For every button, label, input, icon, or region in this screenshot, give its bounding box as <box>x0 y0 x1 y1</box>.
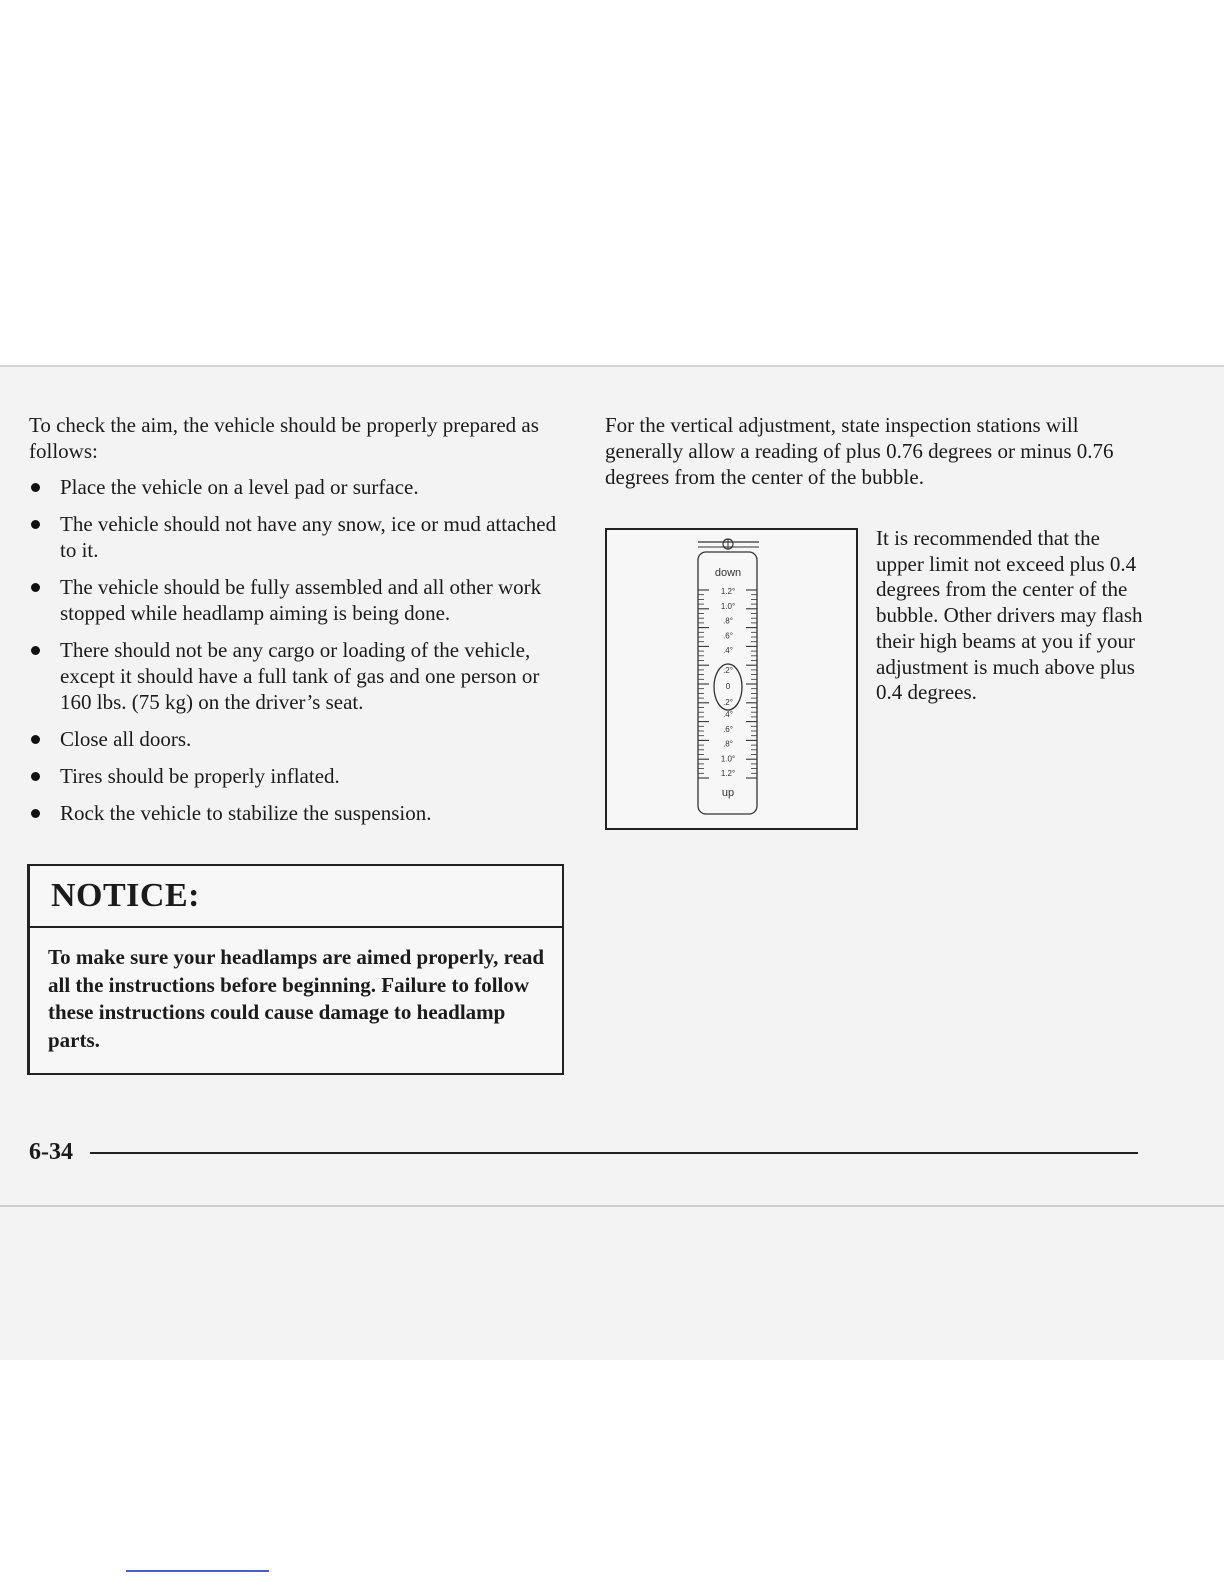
list-item <box>29 637 569 715</box>
list-item <box>29 763 569 789</box>
gauge-tick-label-lower: 1.2° <box>720 769 736 779</box>
gauge-center-label: .2° <box>723 698 733 707</box>
list-item <box>29 511 569 563</box>
gauge-center-label: 0 <box>725 682 731 691</box>
bullet-icon <box>31 483 40 492</box>
gauge-tick-label-lower: .8° <box>723 739 733 749</box>
list-item-text: Rock the vehicle to stabilize the suspension. <box>60 801 432 825</box>
level-gauge-figure <box>605 528 858 830</box>
gauge-down-label: down <box>714 567 742 579</box>
preparation-list <box>29 474 569 826</box>
list-item-text: The vehicle should be fully assembled and all other work stopped while headlamp aiming is being done. <box>60 575 542 625</box>
gauge-tick-label-upper: .8° <box>723 616 733 626</box>
list-item-text: Place the vehicle on a level pad or surface. <box>60 475 419 499</box>
bullet-icon <box>31 520 40 529</box>
list-item <box>29 574 569 626</box>
notice-title: NOTICE: <box>30 866 562 928</box>
bullet-icon <box>31 772 40 781</box>
gauge-tick-label-lower: .4° <box>723 710 733 719</box>
list-item <box>29 726 569 752</box>
list-item <box>29 474 569 500</box>
level-gauge-svg <box>607 530 856 828</box>
notice-body: To make sure your headlamps are aimed properly, read all the instructions before beginning. Failure to follow these instructions could cause damage to headlamp parts. <box>48 945 545 1052</box>
list-item-text: Tires should be properly inflated. <box>60 764 340 788</box>
page-number: 6-34 <box>29 1139 73 1165</box>
gauge-tick-label-upper: .6° <box>723 631 733 641</box>
footer-rule <box>90 1152 1138 1154</box>
bullet-icon <box>31 646 40 655</box>
vertical-adjustment-paragraph: For the vertical adjustment, state inspection stations will generally allow a reading of plus 0.76 degrees or minus 0.76 degrees from the center of the bubble. <box>605 413 1114 489</box>
bottom-underline <box>126 1570 269 1572</box>
list-item-text: The vehicle should not have any snow, ice or mud attached to it. <box>60 512 557 562</box>
gauge-tick-label-upper: 1.0° <box>720 601 736 611</box>
gauge-tick-label-upper: 1.2° <box>720 587 736 596</box>
gauge-up-label: up <box>721 787 735 799</box>
upper-limit-paragraph: It is recommended that the upper limit not exceed plus 0.4 degrees from the center of the bubble. Other drivers may flash their high beams at you if your adjustment is much above plus 0.4 degrees. <box>876 526 1143 705</box>
gauge-tick-label-lower: 1.0° <box>720 754 736 764</box>
notice-box <box>27 864 564 1075</box>
left-column <box>29 412 569 837</box>
bullet-icon <box>31 735 40 744</box>
band-bottom-edge <box>0 1205 1224 1207</box>
gauge-center-label: .2° <box>723 666 733 675</box>
gauge-tick-label-upper: .4° <box>723 646 733 656</box>
list-item <box>29 800 569 826</box>
band-top-edge <box>0 365 1224 367</box>
list-item-text: There should not be any cargo or loading of the vehicle, except it should have a full tank of gas and one person or 160 lbs. (75 kg) on the driver’s seat. <box>60 638 540 714</box>
intro-paragraph: To check the aim, the vehicle should be properly prepared as follows: <box>29 413 539 463</box>
gauge-tick-label-lower: .6° <box>723 724 733 734</box>
bullet-icon <box>31 583 40 592</box>
bullet-icon <box>31 809 40 818</box>
list-item-text: Close all doors. <box>60 727 192 751</box>
